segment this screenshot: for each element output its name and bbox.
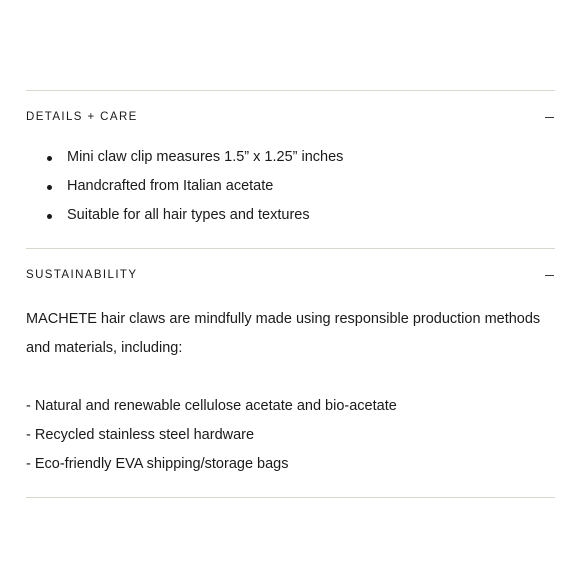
sustainability-list: [26, 392, 555, 479]
sustainability-body: [26, 301, 555, 497]
minus-icon[interactable]: [545, 275, 554, 276]
list-item: Handcrafted from Italian acetate: [26, 172, 555, 201]
details-care-section: [26, 91, 555, 248]
minus-icon[interactable]: [545, 117, 554, 118]
sustainability-title: SUSTAINABILITY: [26, 269, 138, 281]
sustainability-section: [26, 249, 555, 497]
sustainability-intro: MACHETE hair claws are mindfully made using responsible production methods and materials, including:: [26, 311, 541, 356]
details-care-title: DETAILS + CARE: [26, 111, 138, 123]
list-item: Suitable for all hair types and textures: [26, 201, 555, 230]
details-list: [26, 143, 555, 248]
list-item: Mini claw clip measures 1.5” x 1.25” inches: [26, 143, 555, 172]
details-care-header[interactable]: [26, 91, 555, 143]
list-item: - Eco-friendly EVA shipping/storage bags: [26, 456, 289, 472]
spacer: [26, 363, 555, 392]
sustainability-header[interactable]: [26, 249, 555, 301]
list-item: - Natural and renewable cellulose acetate and bio-acetate: [26, 398, 397, 414]
divider-bottom: [26, 497, 555, 498]
product-accordion: [26, 90, 555, 498]
list-item: - Recycled stainless steel hardware: [26, 427, 255, 443]
